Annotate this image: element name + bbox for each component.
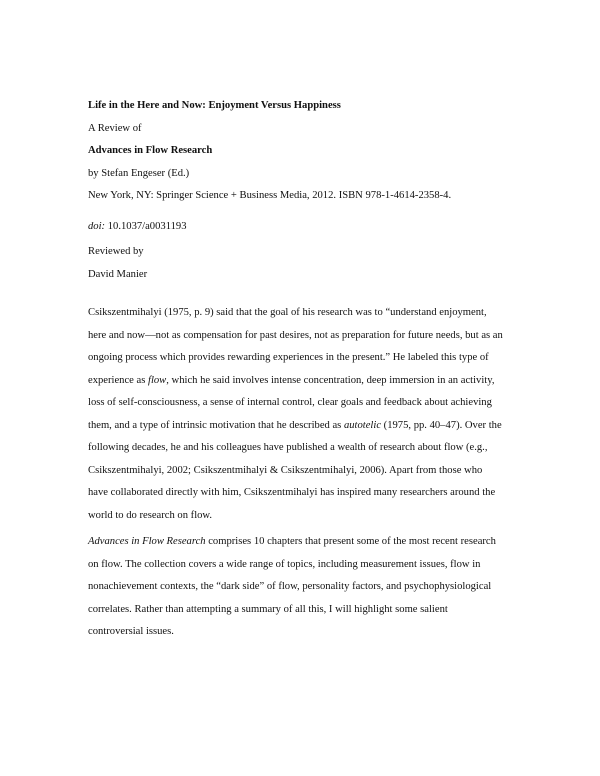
doi-label: doi: [88, 220, 106, 232]
book-title: Advances in Flow Research [88, 145, 213, 156]
paragraph-line: ongoing process which provides rewarding experiences in the present.” He labeled this type of [88, 352, 489, 363]
paragraph-line: controversial issues. [88, 626, 174, 637]
emphasis-autotelic: autotelic [343, 419, 382, 431]
text-run: experience as [88, 374, 148, 386]
paragraph-line: here and now—not as compensation for past desires, not as preparation for future needs, but as an [88, 329, 503, 341]
paragraph-line: Csikszentmihalyi (1975, p. 9) said that the goal of his research was to “understand enjoyment, [88, 307, 487, 318]
doi-value: 10.1037/a0031193 [105, 220, 187, 232]
reviewer-name: David Manier [88, 268, 148, 280]
body-paragraph-1 [88, 302, 528, 527]
paragraph-line: correlates. Rather than attempting a summary of all this, I will highlight some salient [88, 603, 448, 615]
paragraph-line: have collaborated directly with him, Csikszentmihalyi has inspired many researchers around the [88, 487, 496, 498]
book-editor: by Stefan Engeser (Ed.) [88, 167, 190, 179]
text-run: comprises 10 chapters that present some of the most recent research [205, 536, 496, 547]
body-paragraph-2 [88, 531, 528, 644]
review-of-label: A Review of [88, 122, 142, 134]
publisher-info: New York, NY: Springer Science + Business Media, 2012. ISBN 978-1-4614-2358-4. [88, 190, 452, 201]
text-run: (1975, pp. 40–47). Over the [381, 419, 502, 431]
paragraph-line [88, 370, 528, 393]
emphasis-flow: flow [148, 374, 167, 386]
reviewed-by-label: Reviewed by [88, 246, 144, 257]
paragraph-line: nonachievement contexts, the “dark side” of flow, personality factors, and psychophysiological [88, 581, 492, 592]
review-title: Life in the Here and Now: Enjoyment Versus Happiness [88, 100, 341, 111]
paragraph-line [88, 415, 528, 438]
citation-header [88, 95, 528, 286]
paragraph-line: Csikszentmihalyi, 2002; Csikszentmihalyi & Csikszentmihalyi, 2006). Apart from those who [88, 464, 483, 476]
paragraph-line: world to do research on flow. [88, 509, 213, 521]
paragraph-line: loss of self-consciousness, a sense of internal control, clear goals and feedback about achieving [88, 397, 492, 408]
paragraph-line: on flow. The collection covers a wide range of topics, including measurement issues, flow in [88, 558, 481, 570]
paragraph-line: following decades, he and his colleagues have published a wealth of research about flow (e.g., [88, 442, 488, 453]
text-run: them, and a type of intrinsic motivation that he described as [88, 419, 344, 431]
paragraph-line [88, 531, 528, 554]
emphasis-book-title: Advances in Flow Research [88, 536, 206, 547]
doi-line [88, 216, 528, 239]
text-run: , which he said involves intense concentration, deep immersion in an activity, [166, 374, 495, 386]
